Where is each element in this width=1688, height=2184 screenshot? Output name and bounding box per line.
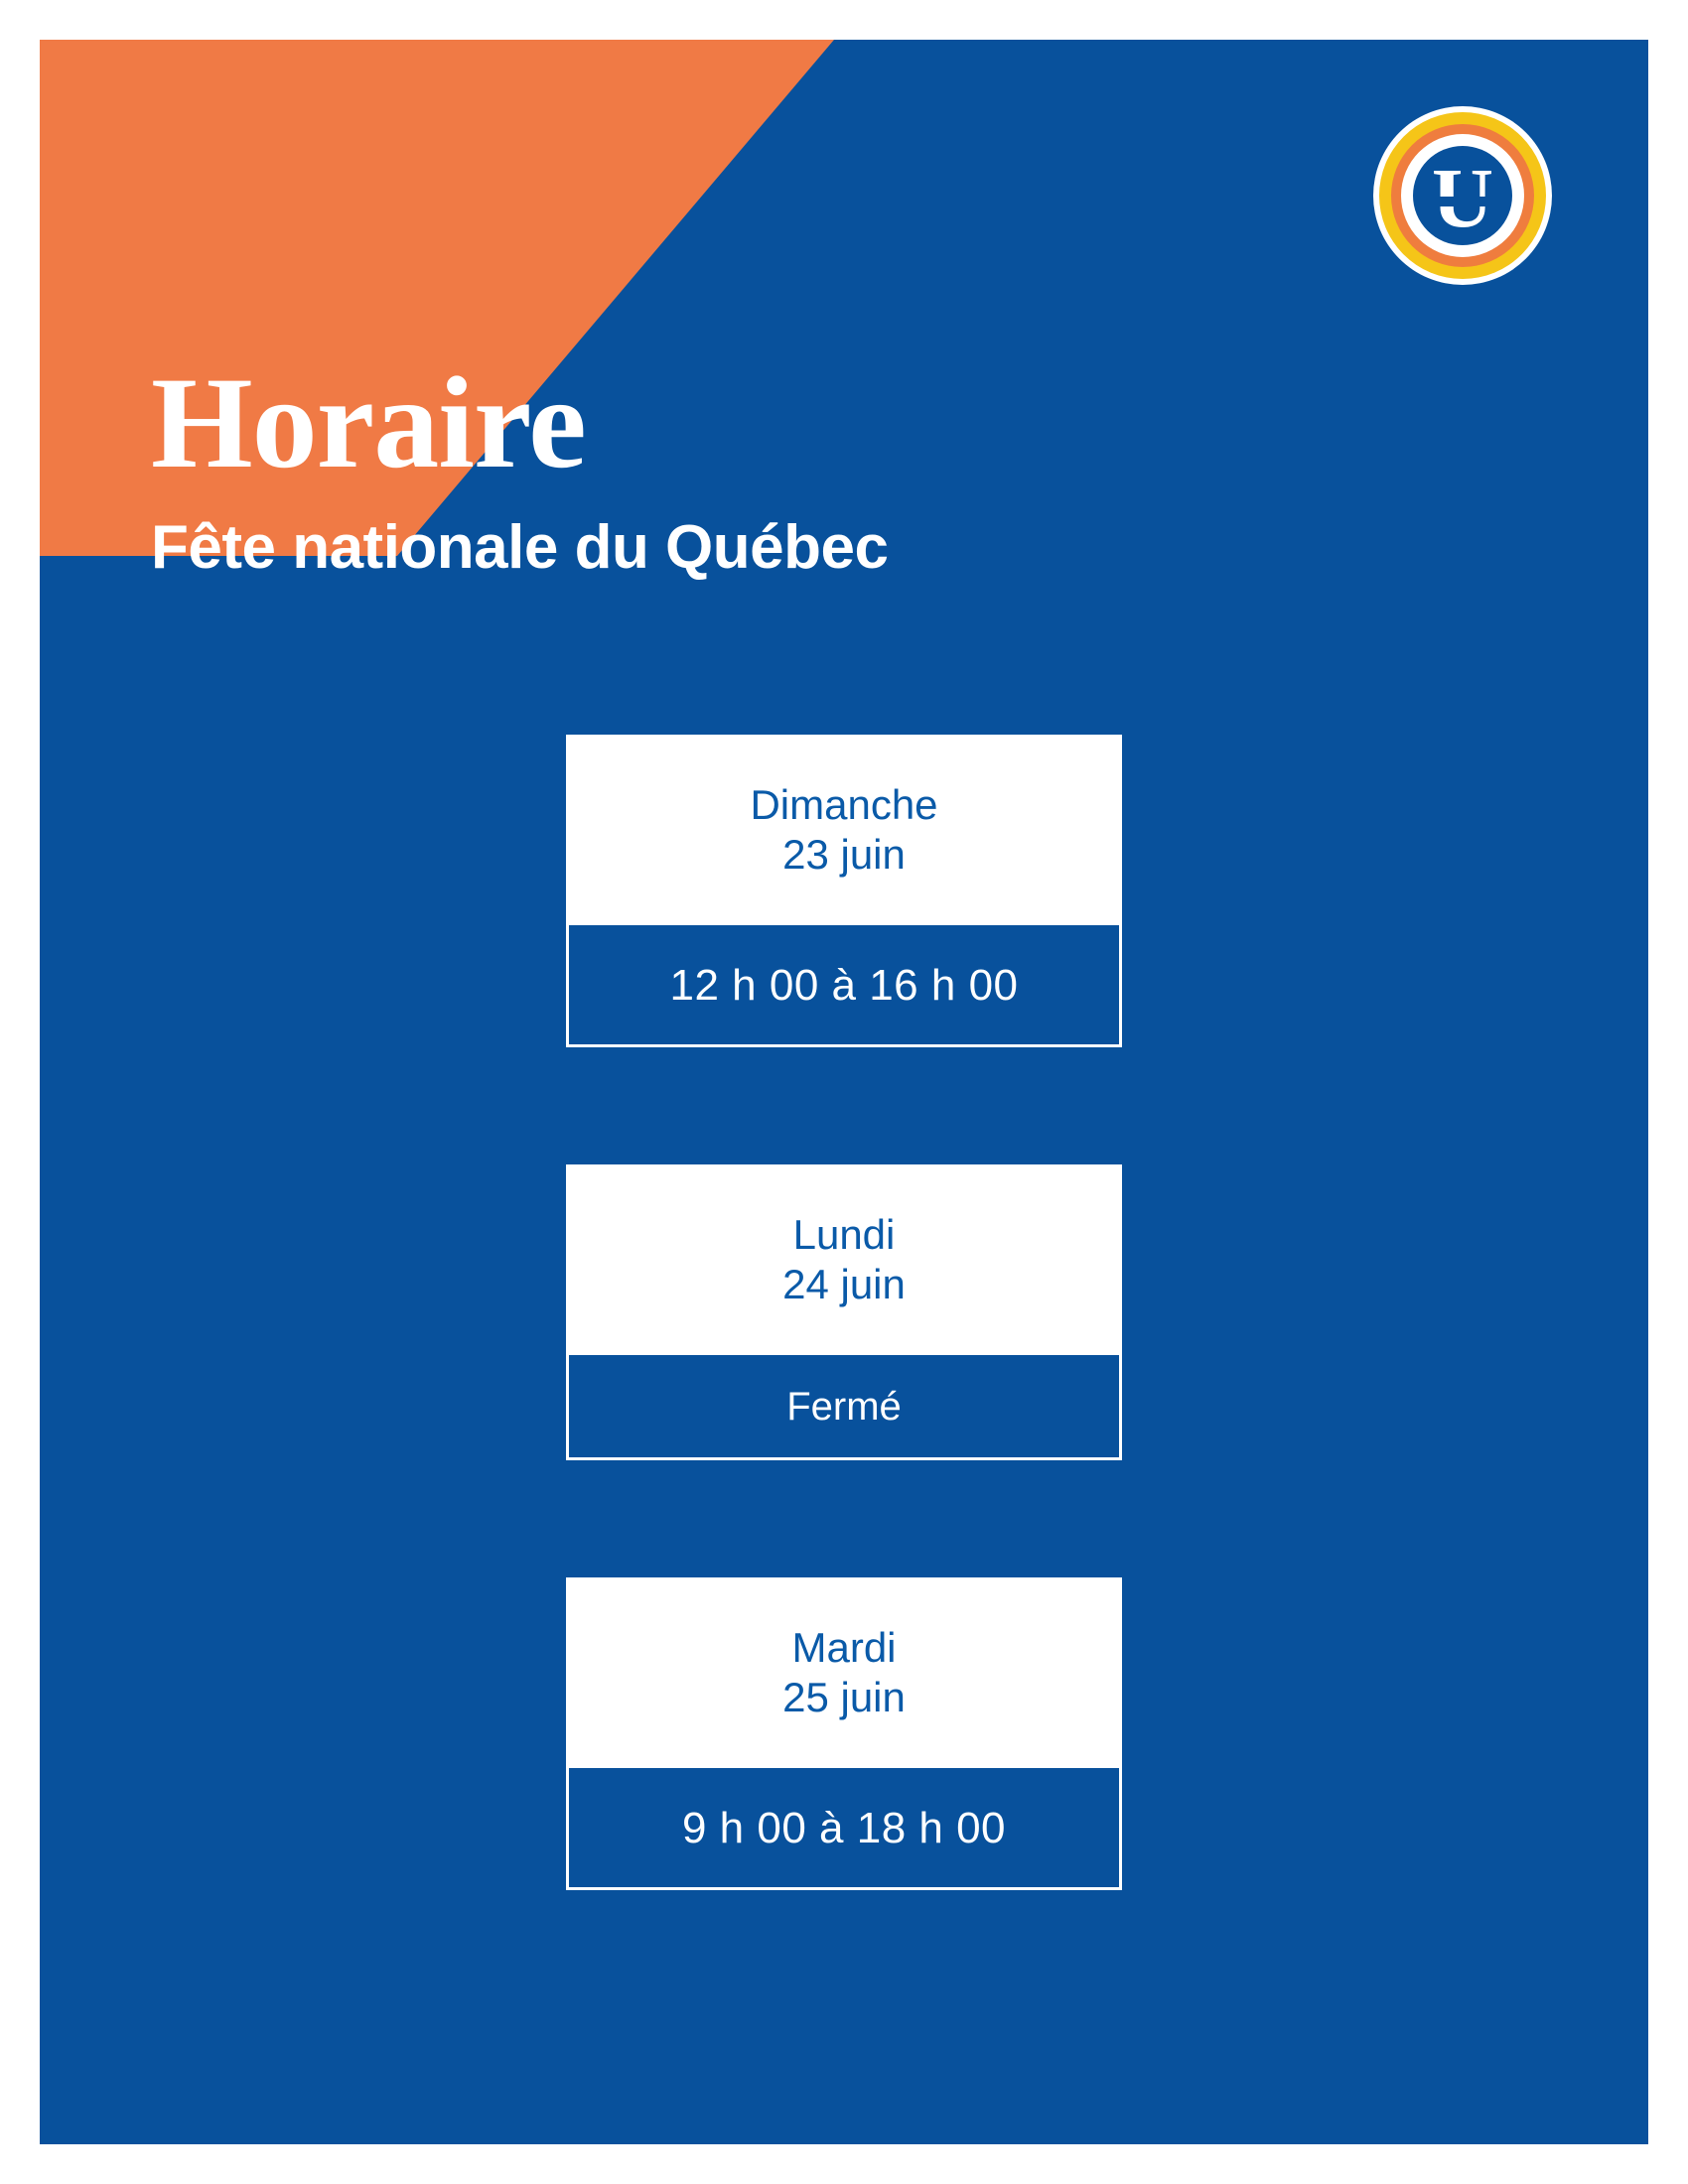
schedule-hours: 12 h 00 à 16 h 00 — [566, 922, 1122, 1047]
universite-logo — [1368, 101, 1557, 290]
page-subtitle: Fête nationale du Québec — [151, 513, 889, 582]
schedule-day-date: 23 juin — [782, 830, 906, 878]
list-item — [566, 1577, 1122, 1890]
schedule-day-name: Mardi — [791, 1624, 897, 1672]
schedule-list — [40, 735, 1648, 1890]
page-title: Horaire — [151, 349, 586, 495]
schedule-hours: 9 h 00 à 18 h 00 — [566, 1765, 1122, 1890]
schedule-day-name: Dimanche — [750, 781, 938, 828]
schedule-day-header — [566, 1164, 1122, 1352]
poster-titles — [151, 349, 1342, 582]
schedule-hours: Fermé — [566, 1352, 1122, 1460]
schedule-day-date: 24 juin — [782, 1260, 906, 1307]
list-item — [566, 735, 1122, 1047]
schedule-day-header — [566, 1577, 1122, 1765]
schedule-day-header — [566, 735, 1122, 922]
poster — [40, 40, 1648, 2144]
schedule-day-date: 25 juin — [782, 1673, 906, 1720]
list-item — [566, 1164, 1122, 1460]
schedule-day-name: Lundi — [792, 1211, 896, 1259]
